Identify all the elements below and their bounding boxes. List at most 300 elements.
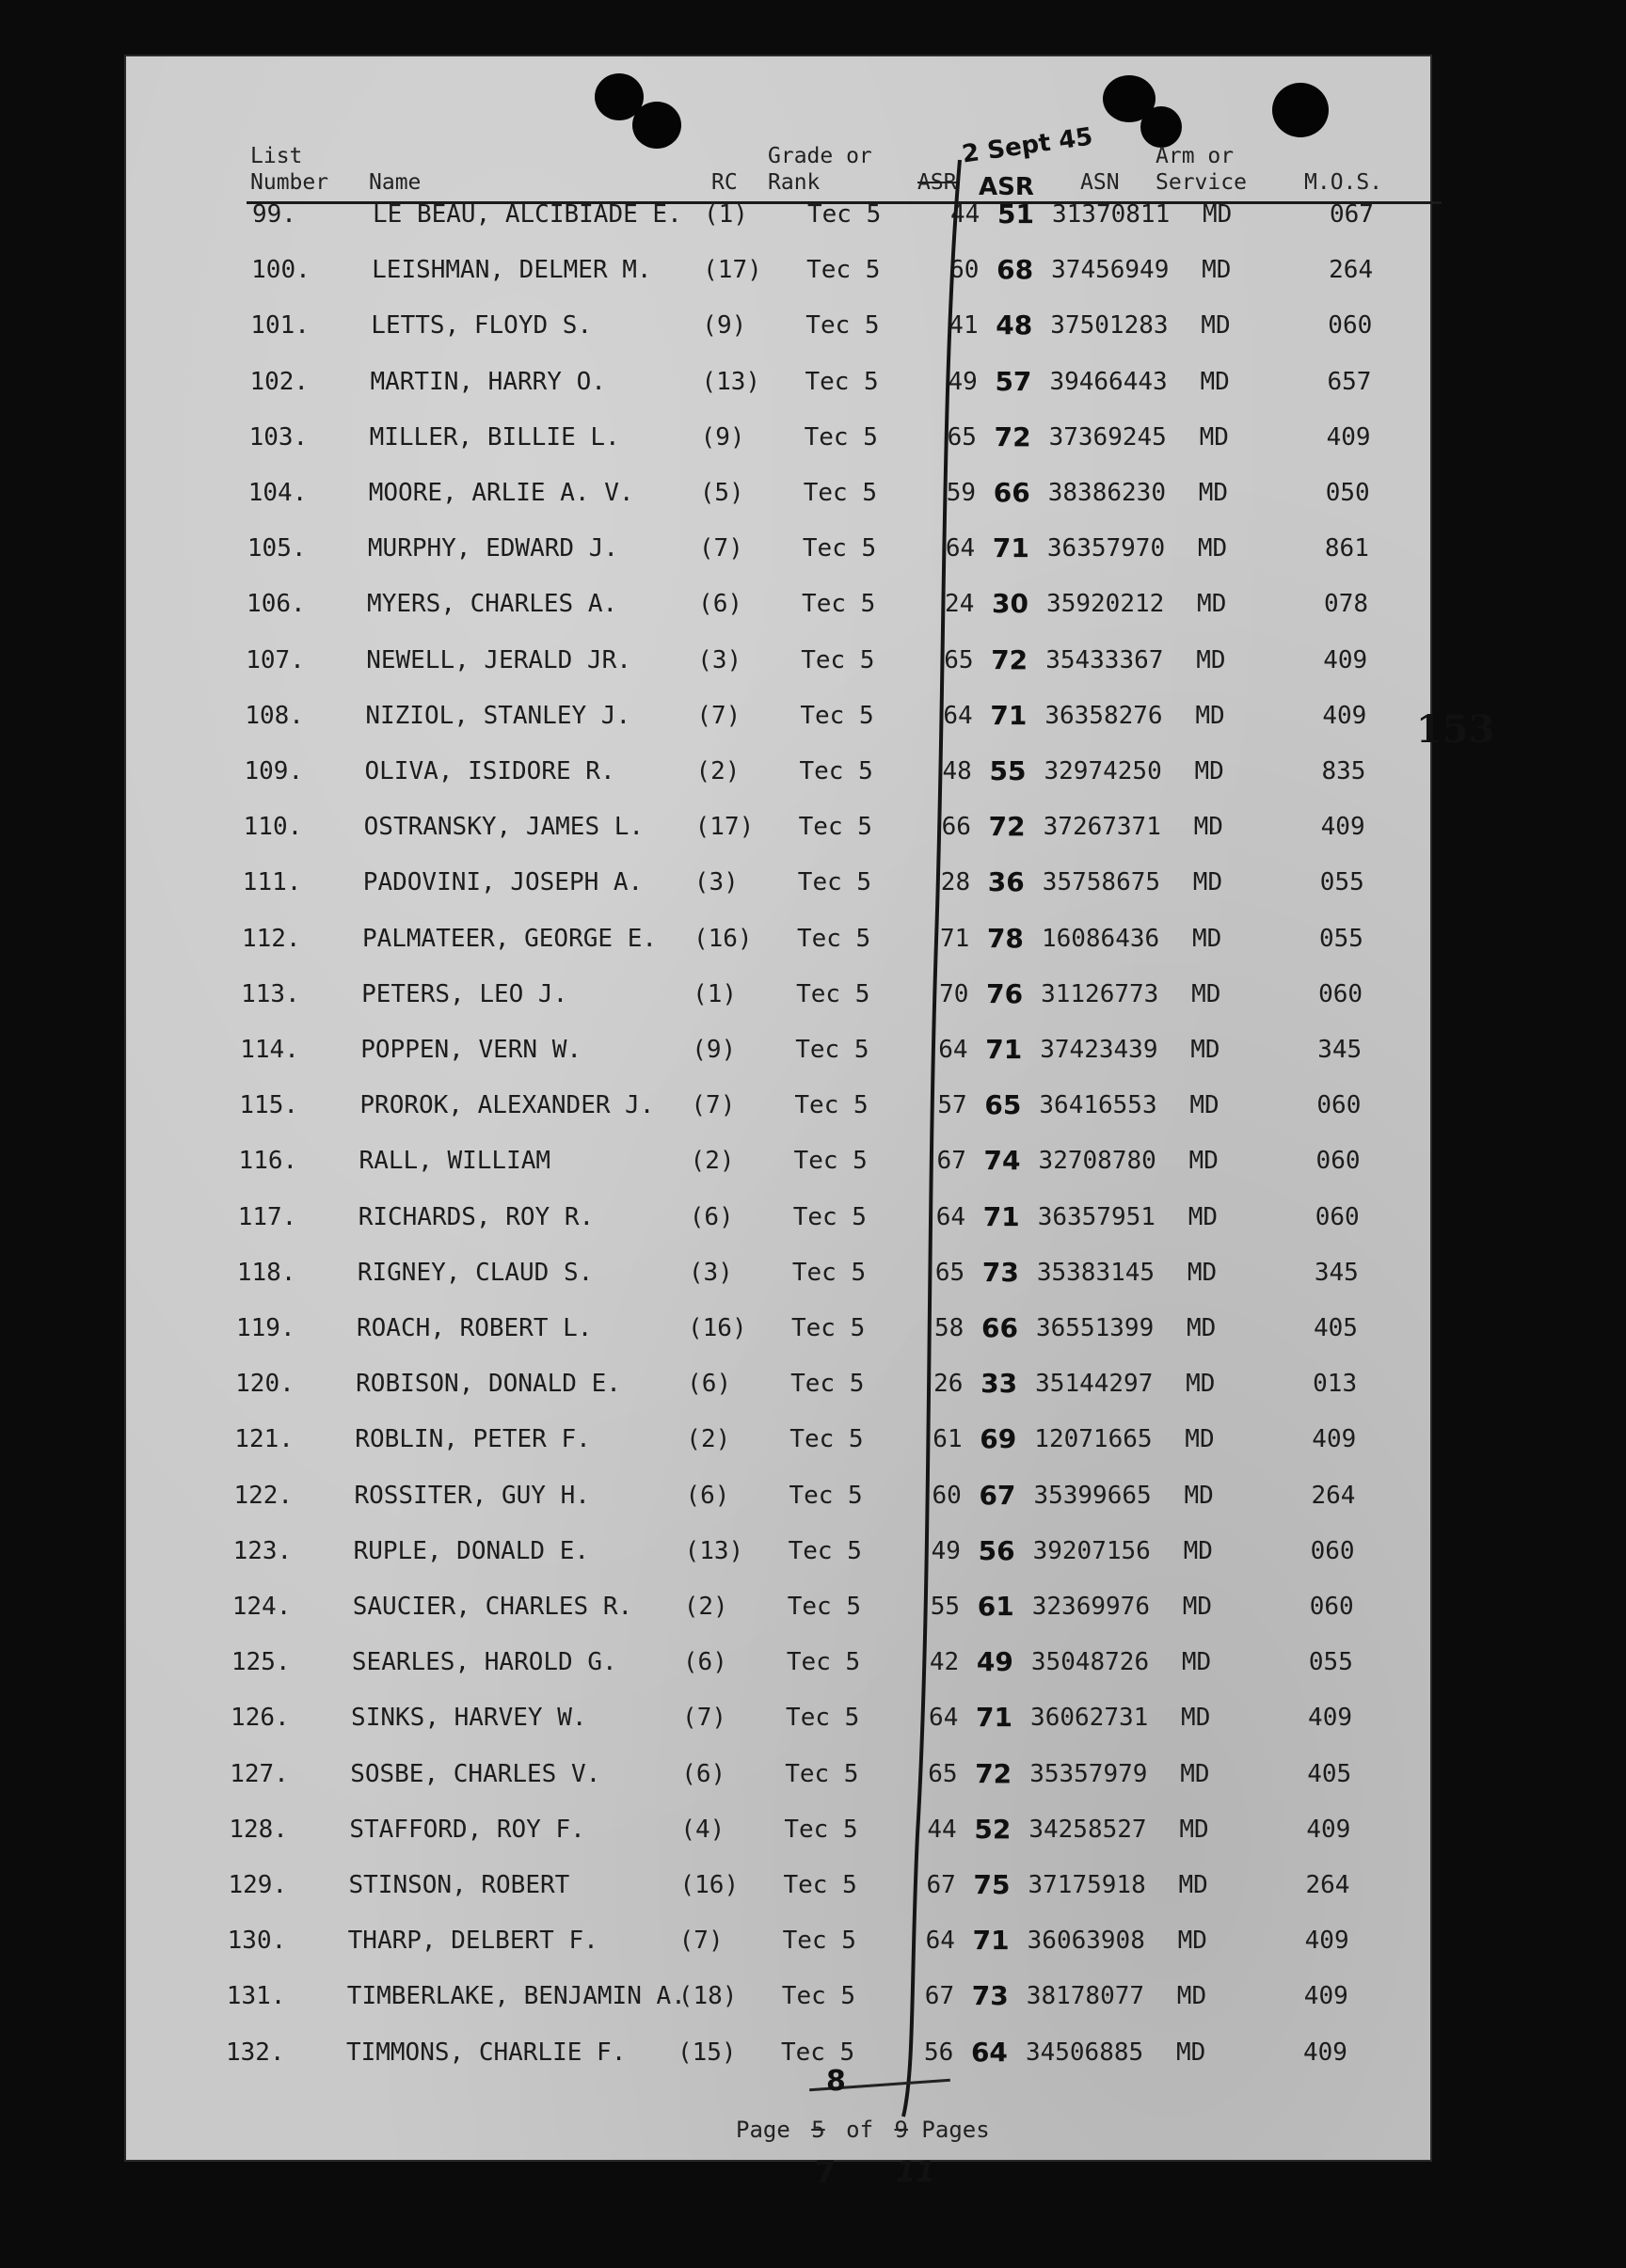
asr-old-value: 70 [939,979,969,1008]
asn-value: 32708780 [1038,1147,1156,1176]
mos-code: 060 [1328,311,1373,341]
asr-new-handwritten: 30 [992,588,1029,620]
asr-new-handwritten: 78 [986,922,1024,954]
grade-rank: Tec 5 [789,1425,864,1454]
asr-old-value: 64 [945,534,976,563]
rc-value: (13) [684,1536,744,1565]
list-number: 99. [252,200,296,229]
grade-rank: Tec 5 [796,979,870,1008]
arm-service: MD [1200,367,1230,396]
rc-value: (1) [704,200,748,229]
mos-code: 060 [1315,1147,1361,1176]
mos-code: 861 [1324,534,1369,563]
asr-old-value: 64 [925,1927,955,1956]
asr-new-handwritten: 72 [975,1757,1012,1789]
asr-old-value: 60 [932,1481,962,1510]
table-row [241,975,1427,1013]
asn-value: 38178077 [1026,1982,1145,2011]
arm-service: MD [1202,256,1232,285]
arm-service: MD [1187,1314,1217,1342]
table-row [238,1198,1424,1236]
arm-service: MD [1199,422,1229,452]
rc-value: (7) [691,1091,736,1120]
mos-code: 067 [1330,200,1374,229]
list-number: 126. [231,1704,290,1733]
table-row [229,1811,1414,1848]
asn-value: 36416553 [1039,1091,1157,1120]
grade-rank: Tec 5 [807,200,882,229]
list-number: 132. [225,2038,285,2067]
arm-service: MD [1191,979,1221,1008]
table-row [227,1977,1412,2015]
member-name: POPPEN, VERN W. [360,1036,582,1064]
arm-service: MD [1191,924,1222,953]
table-row [246,642,1431,679]
arm-service: MD [1177,1927,1207,1956]
member-name: PROROK, ALEXANDER J. [359,1091,655,1120]
asr-new-handwritten: 51 [997,198,1034,230]
rc-value: (9) [692,1036,737,1064]
handwritten-page-number: 7 [815,2154,837,2190]
grade-rank: Tec 5 [788,1536,862,1565]
member-name: RALL, WILLIAM [359,1147,551,1176]
header-asn: ASN [1080,170,1120,195]
asn-value: 35433367 [1045,645,1164,674]
list-number: 121. [234,1425,294,1454]
member-name: MILLER, BILLIE L. [369,422,620,452]
list-number: 124. [231,1593,292,1621]
asr-old-value: 28 [940,868,971,897]
grade-rank: Tec 5 [801,645,875,674]
rc-value: (7) [696,701,741,730]
asn-value: 16086436 [1041,924,1160,953]
header-arm: Arm or Service [1156,144,1247,195]
page-footer [736,2117,990,2143]
mos-code: 835 [1321,757,1366,785]
asr-new-handwritten: 71 [972,1925,1010,1957]
asr-old-value: 65 [934,1258,965,1287]
list-number: 116. [238,1147,298,1176]
member-name: MURPHY, EDWARD J. [367,534,618,563]
arm-service: MD [1196,645,1226,674]
rc-value: (7) [682,1704,727,1733]
grade-rank: Tec 5 [791,1258,867,1287]
mos-code: 409 [1304,1927,1349,1956]
list-number: 106. [247,590,306,619]
arm-service: MD [1193,813,1223,842]
asr-old-value: 57 [937,1091,967,1120]
grade-rank: Tec 5 [806,256,881,285]
member-name: PADOVINI, JOSEPH A. [362,868,644,897]
rc-value: (9) [702,311,747,341]
grade-rank: Tec 5 [798,813,872,842]
asr-new-handwritten: 61 [977,1591,1014,1622]
list-number: 128. [229,1815,288,1844]
grade-rank: Tec 5 [787,1593,862,1621]
mos-code: 078 [1324,590,1369,619]
asn-value: 35357979 [1029,1759,1148,1788]
rc-value: (3) [697,645,742,674]
list-number: 108. [245,701,304,730]
table-row [251,251,1437,289]
mos-code: 264 [1311,1481,1356,1510]
asr-old-value: 65 [928,1759,958,1788]
asr-new-handwritten: 69 [980,1423,1017,1455]
member-name: RUPLE, DONALD E. [353,1536,590,1565]
list-number: 105. [247,534,307,563]
table-row [245,753,1430,790]
arm-service: MD [1184,1481,1214,1510]
asn-value: 36357970 [1046,534,1166,563]
header-name: Name [369,170,422,195]
asr-new-handwritten: 76 [986,977,1024,1009]
member-name: THARP, DELBERT F. [347,1927,598,1956]
list-number: 127. [230,1759,289,1788]
grade-rank: Tec 5 [782,1927,856,1956]
rc-value: (6) [698,590,743,619]
footer-page-num-struck: 5 [811,2117,825,2143]
asr-old-value: 64 [935,1202,965,1231]
list-number: 120. [235,1370,295,1399]
arm-service: MD [1201,311,1231,341]
member-name: ROBISON, DONALD E. [356,1370,621,1399]
table-row [239,1086,1425,1124]
asn-value: 35758675 [1042,868,1161,897]
member-name: STAFFORD, ROY F. [349,1815,585,1844]
grade-rank: Tec 5 [786,1648,861,1677]
list-number: 118. [236,1258,296,1287]
arm-service: MD [1180,1759,1210,1788]
mos-code: 409 [1302,2038,1347,2067]
list-number: 112. [241,924,301,953]
member-name: NEWELL, JERALD JR. [366,645,631,674]
asr-new-handwritten: 71 [976,1702,1013,1734]
asr-new-handwritten: 75 [973,1869,1011,1900]
table-row [250,307,1436,344]
table-row [236,1309,1422,1347]
asr-old-value: 48 [942,757,972,785]
rc-value: (6) [682,1648,727,1677]
rc-value: (4) [680,1815,725,1844]
asr-old-value: 44 [950,200,980,229]
arm-service: MD [1178,1871,1208,1899]
member-name: LEISHMAN, DELMER M. [372,256,652,285]
asr-new-handwritten: 49 [976,1646,1013,1678]
asr-new-handwritten: 48 [996,309,1033,341]
asr-new-handwritten: 71 [992,532,1029,564]
asn-value: 37369245 [1048,422,1167,452]
asr-old-value: 65 [944,645,974,674]
grade-rank: Tec 5 [803,479,878,507]
mos-code: 409 [1306,1815,1351,1844]
handwritten-page-top: 8 [826,2065,846,2098]
rc-value: (6) [685,1481,730,1510]
asr-new-handwritten: 72 [991,643,1028,675]
asr-new-handwritten: 66 [993,477,1030,508]
asn-value: 38386230 [1047,479,1166,507]
mos-code: 060 [1316,1091,1362,1120]
grade-rank: Tec 5 [780,2038,855,2067]
arm-service: MD [1186,1370,1216,1399]
arm-service: MD [1192,868,1223,897]
list-number: 113. [241,979,300,1008]
asn-value: 36551399 [1036,1314,1155,1342]
mos-code: 409 [1322,701,1367,730]
asr-new-handwritten: 72 [994,420,1031,452]
grade-rank: Tec 5 [800,701,874,730]
list-number: 131. [226,1982,286,2011]
asr-new-handwritten: 33 [980,1368,1018,1400]
grade-rank: Tec 5 [805,367,879,396]
asr-new-handwritten: 64 [970,2036,1008,2068]
asr-old-value: 71 [939,924,970,953]
table-row [240,1031,1426,1069]
grade-rank: Tec 5 [802,590,876,619]
asr-old-value: 24 [945,590,975,619]
asn-value: 32369976 [1031,1593,1150,1621]
rc-value: (2) [686,1425,731,1454]
arm-service: MD [1181,1648,1212,1677]
handwritten-page-total: 11 [896,2156,935,2189]
asn-value: 31126773 [1041,979,1159,1008]
table-row [237,1254,1423,1292]
list-number: 110. [243,813,303,842]
footer-total-struck: 9 [894,2117,908,2143]
member-name: PETERS, LEO J. [361,979,568,1008]
rc-value: (3) [693,868,739,897]
table-row [233,1477,1419,1515]
table-row [231,1643,1417,1681]
arm-service: MD [1188,1147,1219,1176]
rc-value: (17) [694,813,755,842]
member-name: ROBLIN, PETER F. [355,1425,591,1454]
asr-old-value: 41 [948,311,979,341]
punch-hole [1272,83,1329,137]
grade-rank: Tec 5 [796,924,871,953]
header-grade: Grade or Rank [768,144,872,195]
list-number: 101. [250,311,310,341]
asr-new-handwritten: 72 [988,811,1026,843]
list-number: 115. [239,1091,299,1120]
asr-new-handwritten: 68 [996,254,1034,286]
asn-value: 35383145 [1036,1258,1156,1287]
member-name: MARTIN, HARRY O. [370,367,606,396]
table-row [234,1420,1420,1458]
mos-code: 013 [1313,1370,1358,1399]
member-name: MOORE, ARLIE A. V. [368,479,634,507]
table-row [249,419,1435,456]
arm-service: MD [1195,701,1225,730]
table-row [245,697,1430,735]
handwritten-date: 2 Sept 45 [960,122,1095,169]
asr-new-handwritten: 55 [989,755,1027,786]
handwritten-asr-header: ASR [979,173,1034,201]
member-name: NIZIOL, STANLEY J. [365,701,631,730]
rc-value: (16) [693,924,753,953]
member-name: OSTRANSKY, JAMES L. [363,813,645,842]
list-number: 111. [242,868,302,897]
asr-old-value: 49 [931,1536,961,1565]
asr-old-value: 67 [936,1147,966,1176]
rc-value: (2) [683,1593,728,1621]
asr-old-value: 61 [933,1425,963,1454]
asn-value: 37456949 [1051,256,1170,285]
asn-value: 37501283 [1050,311,1169,341]
arm-service: MD [1194,757,1224,785]
asr-old-value: 55 [930,1593,961,1621]
list-number: 123. [232,1536,293,1565]
header-list-number: List Number [250,144,329,195]
mos-code: 409 [1320,813,1365,842]
punch-hole [1140,106,1182,148]
mos-code: 409 [1308,1704,1353,1733]
grade-rank: Tec 5 [784,1815,858,1844]
rc-value: (15) [677,2038,737,2067]
asn-value: 34258527 [1028,1815,1147,1844]
mos-code: 409 [1326,422,1371,452]
arm-service: MD [1197,590,1227,619]
asr-new-handwritten: 71 [990,699,1028,731]
asr-new-handwritten: 73 [981,1256,1019,1288]
table-row [243,864,1428,901]
asr-new-handwritten: 36 [987,866,1025,898]
member-name: SOSBE, CHARLES V. [350,1759,601,1788]
asr-old-value: 64 [929,1704,959,1733]
asn-value: 35920212 [1046,590,1165,619]
asn-value: 36358276 [1044,701,1163,730]
header-mos: M.O.S. [1304,170,1383,195]
asn-value: 36357951 [1037,1202,1156,1231]
mos-code: 409 [1303,1982,1348,2011]
asn-value: 12071665 [1034,1425,1153,1454]
asr-new-handwritten: 65 [984,1089,1022,1121]
punch-hole [632,102,681,149]
arm-service: MD [1181,1704,1211,1733]
rc-value: (9) [700,422,745,452]
list-number: 104. [247,479,308,507]
list-number: 107. [246,645,305,674]
arm-service: MD [1190,1036,1220,1064]
member-name: OLIVA, ISIDORE R. [364,757,615,785]
arm-service: MD [1187,1258,1218,1287]
arm-service: MD [1183,1536,1213,1565]
asn-value: 39207156 [1032,1536,1151,1565]
member-name: SEARLES, HAROLD G. [351,1648,617,1677]
rc-value: (2) [695,757,741,785]
rc-value: (3) [688,1258,733,1287]
table-row [247,530,1433,567]
grade-rank: Tec 5 [792,1202,867,1231]
rc-value: (13) [701,367,761,396]
arm-service: MD [1198,479,1229,507]
asr-old-value: 64 [943,701,973,730]
rc-value: (16) [679,1871,740,1899]
list-number: 125. [231,1648,291,1677]
rc-value: (16) [688,1314,747,1342]
asr-old-value: 65 [947,422,977,452]
table-row [233,1532,1419,1570]
asr-old-value: 67 [924,1982,955,2011]
rc-value: (6) [681,1759,726,1788]
asn-value: 35144297 [1035,1370,1154,1399]
asr-new-handwritten: 66 [981,1312,1018,1343]
grade-rank: Tec 5 [805,311,880,341]
footer-of: of [846,2117,874,2143]
table-row [248,474,1434,512]
grade-rank: Tec 5 [789,1481,863,1510]
mos-code: 060 [1309,1593,1354,1621]
table-row [244,808,1429,846]
header-asr-struck: ASR [917,170,957,195]
arm-service: MD [1185,1425,1215,1454]
asr-new-handwritten: 74 [983,1145,1021,1177]
arm-service: MD [1182,1593,1213,1621]
mos-code: 345 [1314,1258,1359,1287]
asr-old-value: 64 [938,1036,968,1064]
mos-code: 409 [1312,1425,1357,1454]
table-row [228,1922,1413,1959]
rc-value: (6) [687,1370,732,1399]
asn-value: 36063908 [1027,1927,1145,1956]
mos-code: 060 [1318,979,1363,1008]
asr-old-value: 44 [927,1815,957,1844]
grade-rank: Tec 5 [797,868,872,897]
mos-code: 055 [1318,924,1363,953]
list-number: 119. [236,1314,295,1342]
asr-old-value: 26 [933,1370,964,1399]
asr-new-handwritten: 56 [978,1534,1015,1566]
member-name: MYERS, CHARLES A. [367,590,618,619]
grade-rank: Tec 5 [783,1871,857,1899]
member-name: LE BEAU, ALCIBIADE E. [373,200,682,229]
asn-value: 39466443 [1049,367,1168,396]
asr-new-handwritten: 71 [982,1200,1020,1232]
list-number: 114. [240,1036,299,1064]
table-row [252,196,1438,233]
asr-old-value: 66 [941,813,971,842]
asr-old-value: 42 [929,1648,960,1677]
mos-code: 264 [1329,256,1374,285]
mos-code: 657 [1327,367,1372,396]
member-name: TIMMONS, CHARLIE F. [345,2038,627,2067]
member-name: TIMBERLAKE, BENJAMIN A. [346,1982,686,2011]
asn-value: 32974250 [1044,757,1162,785]
mos-code: 409 [1323,645,1368,674]
grade-rank: Tec 5 [791,1314,866,1342]
arm-service: MD [1203,200,1233,229]
mos-code: 055 [1308,1648,1353,1677]
mos-code: 060 [1310,1536,1355,1565]
rc-value: (7) [678,1927,724,1956]
asr-old-value: 67 [926,1871,956,1899]
table-row [242,920,1427,958]
mos-code: 405 [1307,1759,1352,1788]
list-number: 103. [248,422,309,452]
margin-page-number: 153 [1416,707,1495,752]
mos-code: 060 [1315,1202,1360,1231]
grade-rank: Tec 5 [785,1759,859,1788]
list-number: 122. [233,1481,294,1510]
member-name: PALMATEER, GEORGE E. [361,924,658,953]
asr-new-handwritten: 73 [971,1980,1009,2012]
table-row [229,1866,1414,1904]
mos-code: 405 [1314,1314,1358,1342]
table-row [231,1699,1416,1737]
member-name: STINSON, ROBERT [348,1871,570,1899]
asn-value: 37423439 [1040,1036,1158,1064]
rc-value: (6) [689,1202,734,1231]
table-row [232,1588,1418,1626]
